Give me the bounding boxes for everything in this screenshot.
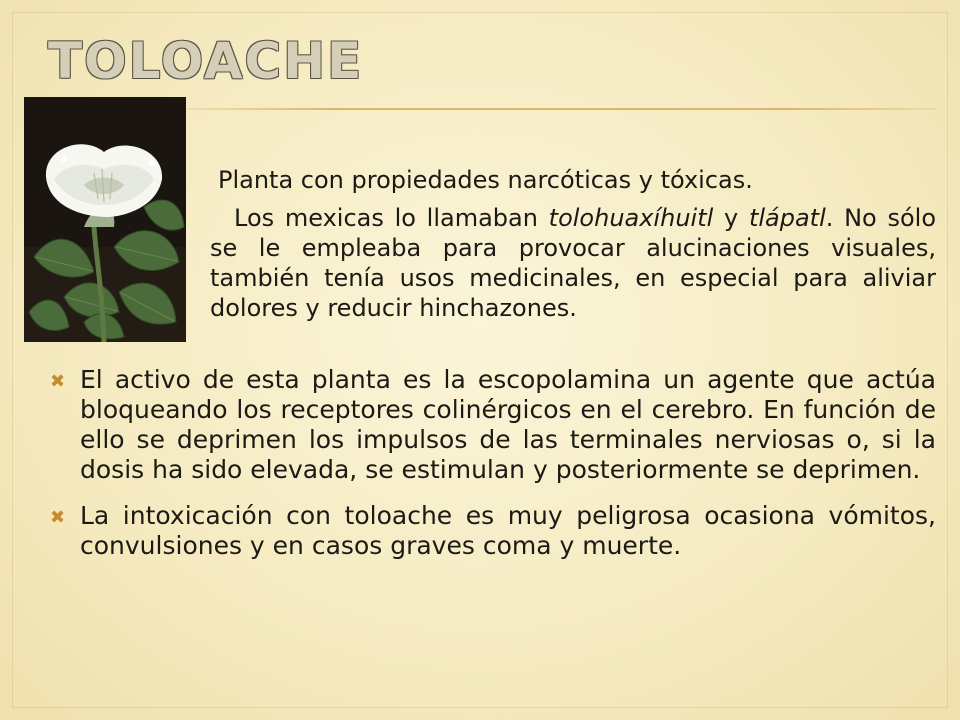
term-tlapatl: tlápatl xyxy=(748,204,826,232)
paragraph-text-1: Los mexicas lo llamaban xyxy=(234,204,549,232)
term-tolohuaxihuitl: tolohuaxíhuitl xyxy=(548,204,714,232)
paragraph-text-2: y xyxy=(713,204,749,232)
intro-line: Planta con propiedades narcóticas y tóxicas. xyxy=(218,166,753,194)
list-item xyxy=(46,365,936,485)
list-item xyxy=(46,501,936,561)
x-mark-icon: ✖ xyxy=(50,507,66,528)
title-divider xyxy=(186,108,936,110)
bullet-text: La intoxicación con toloache es muy peligrosa ocasiona vómitos, convulsiones y en casos graves coma y muerte. xyxy=(80,501,936,560)
bullet-list xyxy=(46,365,936,577)
slide-title: TOLOACHE xyxy=(48,32,364,90)
bullet-text: El activo de esta planta es la escopolamina un agente que actúa bloqueando los receptores colinérgicos en el cerebro. En función de ello se deprimen los impulsos de las terminales nerviosas o, si la dosis ha sido elevada, se estimulan y posteriormente se deprimen. xyxy=(80,365,936,484)
paragraph-text-3: . No sólo se le empleaba para provocar alucinaciones visuales, también tenía usos medicinales, en especial para aliviar dolores y reducir hinchazones. xyxy=(210,204,936,322)
toloache-flower-image xyxy=(24,97,186,342)
x-mark-icon: ✖ xyxy=(50,371,66,392)
description-paragraph xyxy=(210,203,936,323)
